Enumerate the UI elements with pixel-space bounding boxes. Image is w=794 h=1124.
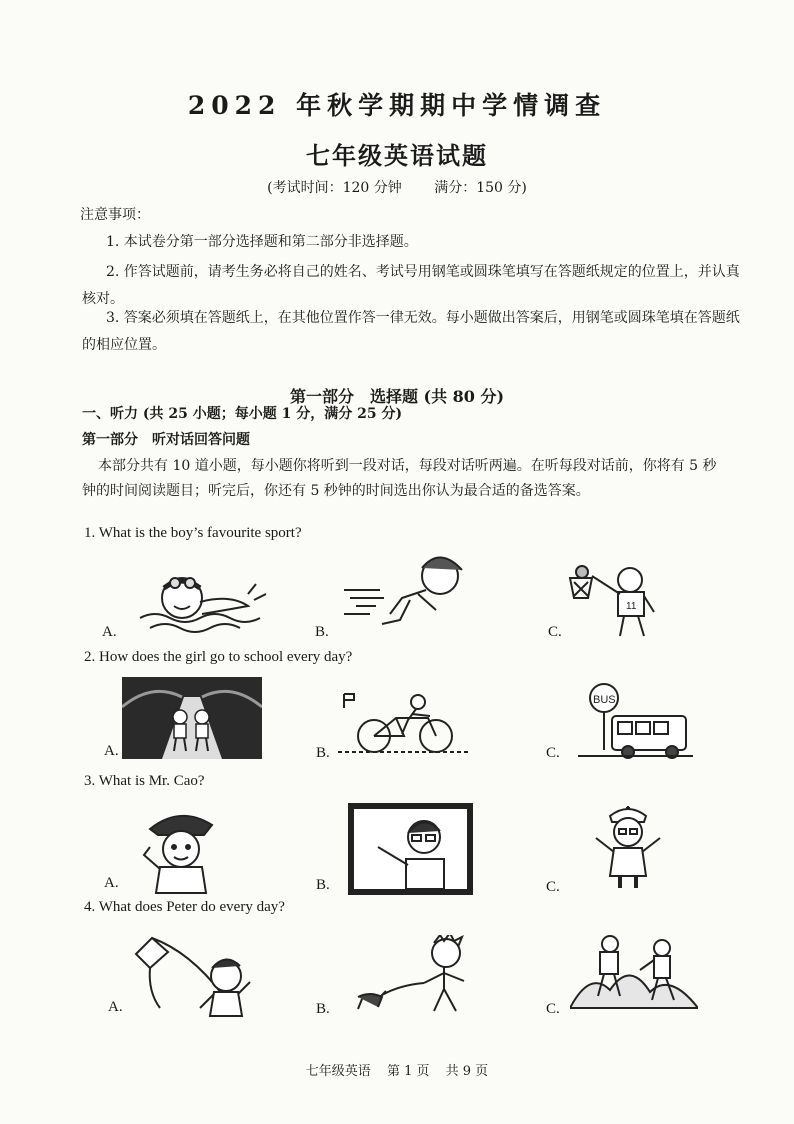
kite-icon (130, 932, 260, 1020)
q2-option-c: C. (546, 745, 560, 761)
teacher-icon (348, 803, 473, 895)
bus-sign-text: BUS (593, 694, 616, 706)
q3-option-a: A. (104, 875, 119, 891)
swimming-icon (130, 560, 280, 640)
part-heading: 第一部分 选择题 (共 80 分) (289, 387, 505, 406)
bike-icon (338, 690, 468, 755)
question-2: 2. How does the girl go to school every day? (84, 649, 353, 665)
question-1: 1. What is the boy’s favourite sport? (84, 525, 302, 541)
q4-option-a: A. (108, 999, 123, 1015)
q4-option-c: C. (546, 1001, 560, 1017)
note-item-1: 1. 本试卷分第一部分选择题和第二部分非选择题。 (106, 234, 418, 250)
q3-option-b: B. (316, 877, 330, 893)
bus-icon (578, 680, 693, 760)
q2-option-a: A. (104, 743, 119, 759)
subsection-heading: 第一部分 听对话回答问题 (82, 432, 250, 448)
exam-score: 满分：150 分) (434, 180, 527, 196)
walking-icon (122, 677, 262, 759)
q3-option-c: C. (546, 879, 560, 895)
question-4: 4. What does Peter do every day? (84, 899, 285, 915)
section-heading: 一、听力 (共 25 小题；每小题 1 分，满分 25 分) (82, 406, 403, 422)
note-item-3: 3. 答案必须填在答题纸上，在其他位置作答一律无效。每小题做出答案后，用钢笔或圆珠笔填在答题纸的相应位置。 (82, 310, 740, 353)
exam-info (0, 177, 794, 197)
footer-total: 共 9 页 (445, 1064, 489, 1079)
exam-time: (考试时间：120 分钟 (267, 180, 402, 196)
footer-subject: 七年级英语 (305, 1064, 371, 1079)
section-intro: 本部分共有 10 道小题，每小题你将听到一段对话，每段对话听两遍。在听每段对话前，你将有 5 秒钟的时间阅读题目；听完后，你还有 5 秒钟的时间选出你认为最合适的备选答案。 (82, 458, 717, 499)
exam-subtitle: 七年级英语试题 (306, 141, 488, 170)
dog-walking-icon (350, 935, 490, 1015)
note-item-2: 2. 作答试题前，请考生务必将自己的姓名、考试号用钢笔或圆珠笔填写在答题纸规定的位置上，并认真核对。 (82, 264, 740, 307)
q1-option-b: B. (315, 624, 329, 640)
q2-option-b: B. (316, 745, 330, 761)
running-icon (340, 548, 490, 633)
exam-title: 2022 年秋学期期中学情调查 (187, 91, 607, 120)
doctor-icon (588, 800, 668, 892)
policeman-icon (136, 805, 226, 895)
footer-page: 第 1 页 (386, 1064, 430, 1079)
q1-option-a: A. (102, 624, 117, 640)
basketball-icon (568, 562, 678, 640)
jersey-number: 11 (626, 601, 637, 612)
page-footer (0, 1060, 794, 1079)
hiking-icon (570, 930, 698, 1020)
question-3: 3. What is Mr. Cao? (84, 773, 205, 789)
notes-title: 注意事项： (80, 207, 150, 223)
q1-option-c: C. (548, 624, 562, 640)
q4-option-b: B. (316, 1001, 330, 1017)
